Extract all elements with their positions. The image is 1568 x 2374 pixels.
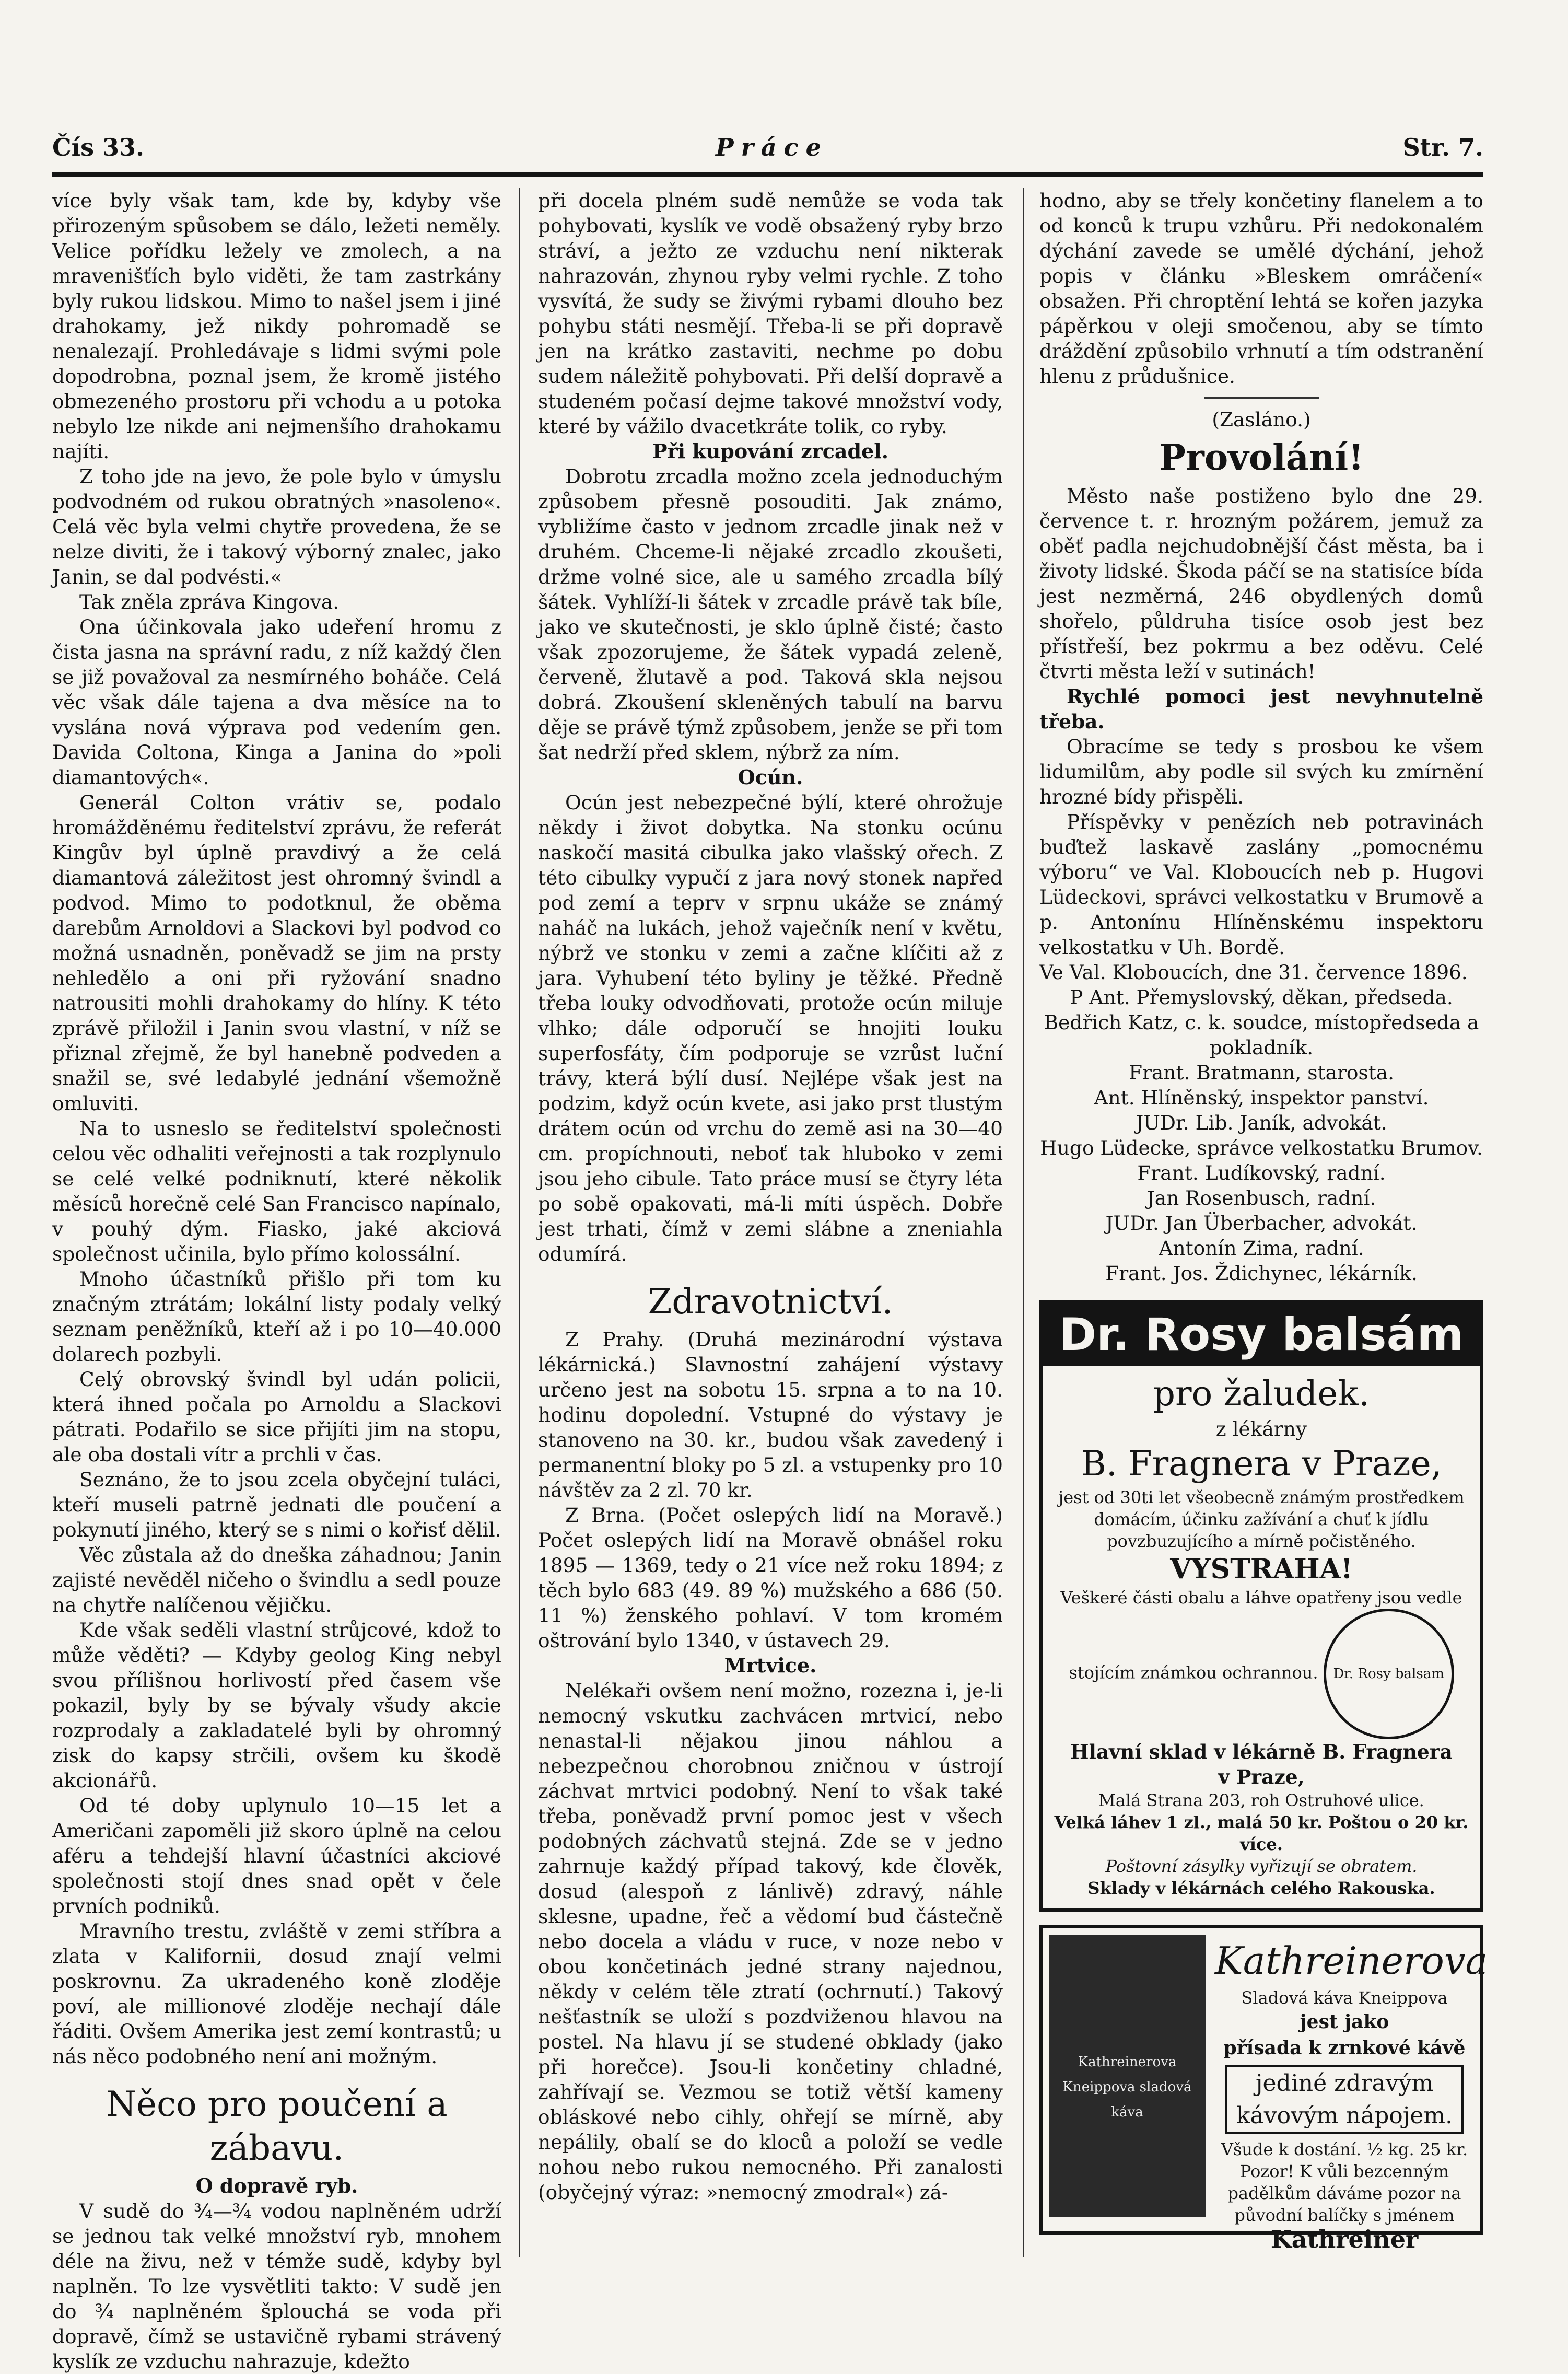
signer: P Ant. Přemyslovský, děkan, předseda. — [1070, 986, 1453, 1009]
proclamation-title: Provolání! — [1159, 437, 1364, 479]
seal-icon: Dr. Rosy balsam — [1324, 1609, 1454, 1739]
ad-line: jest jako — [1300, 2011, 1389, 2033]
page-header — [52, 133, 1483, 170]
paragraph: více byly však tam, kde by, kdyby vše přirozeným spůsobem se dálo, ležeti neměly. Velice pořídku ležely ve zmolech, a na mravenišťích bylo viděti, že tam zastrkány byly rukou lidskou. Mimo to našel jsem i jiné drahokamy, jež nikdy pohromadě se nenalezají. Prohledávaje s lidmi svými pole dopodrobna, poznal jsem, že kromě jistého obmezeného prostoru při vchodu a u potoka nebylo lze nikde ani nejmenšího drahokamu najíti. — [52, 189, 501, 463]
paragraph: Seznáno, že to jsou zcela obyčejní tuláci, kteří museli patrně jednati dle poučení a pokynutí jiného, který se s nimi o kořisť dělil. — [52, 1468, 501, 1541]
paragraph: V sudě do ¾—¾ vodou naplněném udrží se jednou tak velké množství ryb, mnohem déle na živu, než v témže sudě, kdyby byl naplněn. To lze vysvětliti takto: V sudě jen do ¾ naplněném šplouchá se voda při dopravě, čímž se ustavičně rybami strávený kyslík ze vzduchu nahrazuje, kdežto — [52, 2200, 501, 2373]
signer: Ant. Hlíněnský, inspektor panství. — [1094, 1086, 1429, 1109]
ad-line: Malá Strana 203, roh Ostruhové ulice. — [1098, 1790, 1424, 1810]
ad-line-a: jediné zdravým — [1255, 2070, 1434, 2097]
zaslano-label: (Zasláno.) — [1212, 408, 1311, 431]
column-divider — [1023, 188, 1024, 2257]
paragraph: Věc zůstala až do dneška záhadnou; Janin zajisté nevěděl ničeho o švindlu a sedl pouze na chytře nalíčenou vějičku. — [52, 1543, 501, 1616]
paragraph: Město naše postiženo bylo dne 29. července t. r. hrozným požárem, jemuž za oběť padla nejchudobnější část města, ba i životy lidské. Škoda páčí se na statisíce bída jest nezměrná, 246 obydlených domů shořelo, půldruha tisíce osob jest bez přístřeší, bez pokrmu a bez oděvu. Celé čtvrti města leží v sutinách! — [1039, 484, 1483, 683]
paragraph: při docela plném sudě nemůže se voda tak pohybovati, kyslík ve vodě obsažený ryby brzo stráví, a ježto ze vzduchu není nikterak nahrazován, zhynou ryby velmi rychle. Z toho vysvítá, že sudy se živými rybami dlouho bez pohybu státi nesmějí. Třeba-li se při dopravě jen na krátko zastaviti, nechme po dobu sudem náležitě pohybovati. Při delší dopravě a studeném počasí dejme takové množství vody, které by vážilo dvacetkráte tolik, co ryby. — [538, 189, 1003, 438]
ad-line: Pozor! K vůli bezcenným padělkům dáváme pozor na původní balíčky s jménem — [1227, 2161, 1461, 2225]
section-heading: Něco pro poučení a zábavu. — [106, 2084, 448, 2168]
signer: Frant. Ludíkovský, radní. — [1137, 1161, 1386, 1184]
paragraph: Rychlé pomoci jest nevyhnutelně třeba. — [1039, 685, 1483, 733]
ad-line: Hlavní sklad v lékárně B. Fragnera — [1070, 1740, 1453, 1763]
ad-line: jest od 30ti let všeobecně známým prostředkem domácím, účinku zažívání a chuť k jídlu povzbuzujícího a mírně počistěného. — [1058, 1487, 1465, 1551]
paragraph: Kde však seděli vlastní strůjcové, kdož to může věděti? — Kdyby geolog King nebyl svou přílišnou horlivostí před časem vše pokazil, byly by se bývaly všudy akcie rozprodaly a zakladatelé byli by ohromný zisk do kapsy strčili, ovšem ku škodě akcionářů. — [52, 1619, 501, 1792]
ad-line: Poštovní zásylky vyřizují se obratem. — [1105, 1856, 1418, 1876]
signer: Jan Rosenbusch, radní. — [1146, 1186, 1376, 1209]
ad-line: Sklady v lékárnách celého Rakouska. — [1087, 1878, 1435, 1898]
ad-line: Kathreiner — [1270, 2225, 1419, 2253]
ad-line: z lékárny — [1215, 1417, 1307, 1440]
package-label: Kathreinerova Kneippova sladová káva — [1062, 2054, 1192, 2120]
header-rule — [52, 172, 1483, 177]
paragraph: Nelékaři ovšem není možno, rozezna i, je-li nemocný vskutku zachvácen mrtvicí, nebo nenastal-li nějakou jinou náhlou a nebezpečnou chorobnou zničnou v ústrojí záchvat mrtvici podobný. Není to však také třeba, poněvadž první pomoc jest v všech podobných záchvatů stejná. Zde se v jedno zahrnuje každý případ takový, kde člověk, dosud (alespoň z lánlivě) zdravý, náhle sklesne, upadne, řeč a vědomí bud částečně nebo docela a vládu v ruce, v noze nebo v obou končetinách jedné strany najednou, někdy v celém těle ztratí (ochrnutí.) Takový nešťastník se uloží s pozdviženou hlavou na postel. Na hlavu jí se studené obklady (jako při horečce). Jsou-li končetiny chladné, zahřívají se. Vezmou se totiž větší kameny obláskové nebo cihly, ohřejí se mírně, aby nepálily, obalí se do kloců a položí se vedle nohou nebo rukou nemocného. Při zanalosti (obyčejný výraz: »nemocný zmodral«) zá- — [538, 1679, 1003, 2204]
paragraph: Mnoho účastníků přišlo při tom ku značným ztrátám; lokální listy podaly velký seznam peněžníků, kteří až i po 10—40.000 dolarech pozbyli. — [52, 1267, 501, 1366]
paragraph: Ona účinkovala jako udeření hromu z čista jasna na správní radu, z níž každý člen se již považoval za nesmírného boháče. Celá věc však dále tajena a dva měsíce na to vyslána nová výprava pod vedením gen. Davida Coltona, Kinga a Janina do »poli diamantových«. — [52, 615, 501, 789]
paragraph: Celý obrovský švindl byl udán policii, která ihned počala po Arnoldu a Slackovi pátrati. Podařilo se sice přijíti jim na stopu, ale oba dostali vítr a prchli v čas. — [52, 1368, 501, 1466]
ad-line: pro žaludek. — [1153, 1374, 1370, 1414]
signer: Hugo Lüdecke, správce velkostatku Brumov. — [1040, 1136, 1483, 1159]
signer: Frant. Bratmann, starosta. — [1128, 1061, 1395, 1084]
paragraph: Z Prahy. (Druhá mezinárodní výstava lékárnická.) Slavnostní zahájení výstavy určeno jest na sobotu 15. srpna a to na 10. hodinu dopolední. Vstupné do výstavy je stanoveno na 30. kr., budou však zavedený i permanentní bloky po 5 zl. a vstupenky pro 10 návštěv za 2 zl. 70 kr. — [538, 1328, 1003, 1502]
ad-title: Dr. Rosy balsám — [1043, 1304, 1480, 1366]
ad-line: Všude k dostání. ½ kg. 25 kr. — [1221, 2139, 1468, 2159]
article-subheading: O dopravě ryb. — [195, 2174, 358, 2197]
paragraph: Tak zněla zpráva Kingova. — [79, 590, 340, 613]
ad-line-b: kávovým nápojem. — [1236, 2102, 1453, 2129]
divider — [1204, 397, 1319, 399]
paragraph: Obracíme se tedy s prosbou ke všem lidumilům, aby podle sil svých ku zmírnění hrozné bídy přispěli. — [1039, 735, 1483, 808]
signer: Bedřich Katz, c. k. soudce, místopředseda a pokladník. — [1044, 1011, 1479, 1059]
article-subheading: Mrtvice. — [724, 1654, 817, 1677]
ad-line: přísada k zrnkové kávě — [1223, 2037, 1466, 2059]
rosy-balsam-advertisement — [1039, 1300, 1483, 1912]
ad-line: Velká láhev 1 zl., malá 50 kr. Poštou o 20 kr. více. — [1054, 1812, 1469, 1854]
paragraph: Z toho jde na jevo, že pole bylo v úmyslu podvodném od rukou obratných »nasoleno«. Celá věc byla velmi chytře provedena, že se nelze diviti, že i takový výborný znalec, jako Janin, se dal podvésti.« — [52, 465, 501, 588]
paragraph: Ve Val. Kloboucích, dne 31. července 1896. — [1039, 961, 1468, 984]
article-subheading: Při kupování zrcadel. — [652, 439, 888, 463]
section-heading: Zdravotnictví. — [648, 1282, 893, 1322]
signer: Antonín Zima, radní. — [1159, 1237, 1364, 1260]
ad-line: v Praze, — [1218, 1765, 1305, 1788]
ad-line — [1050, 1587, 1473, 1739]
column-1 — [52, 188, 501, 2374]
ad-warning: VYSTRAHA! — [1170, 1553, 1353, 1585]
paragraph: Na to usneslo se ředitelství společnosti celou věc odhaliti veřejnosti a tak rozplynulo se celé velké podniknutí, které několik měsíců horečně celé San Francisco napínalo, v pouhý dým. Fiasko, jaké akciová společnost učinila, bylo přímo kolossální. — [52, 1117, 501, 1265]
signer: Frant. Jos. Ždichynec, lékárník. — [1105, 1262, 1418, 1285]
signer: JUDr. Jan Überbacher, advokát. — [1105, 1212, 1418, 1235]
paragraph: Od té doby uplynulo 10—15 let a Američani zapoměli již skoro úplně na celou aféru a tehdejší hlavní účastníci akciové společnosti stojí dnes snad opět v čele prvních podniků. — [52, 1794, 501, 1917]
column-2 — [538, 188, 1003, 2205]
newspaper-title: Práce — [716, 133, 828, 161]
paragraph: hodno, aby se třely končetiny flanelem a to od konců k trupu vzhůru. Při nedokonalém dýchání zavede se umělé dýchání, jehož popis v článku »Bleskem omráčení« obsažen. Při chroptění lehtá se kořen jazyka pápěrkou v oleji smočenou, aby se tímto dráždění způsobilo vrhnutí a tím odstranění hlenu z průdušnice. — [1039, 189, 1483, 388]
paragraph: Dobrotu zrcadla možno zcela jednoduchým způsobem přesně posouditi. Jak známo, vybližíme často v jednom zrcadle jinak než v druhém. Chceme-li nějaké zrcadlo zkoušeti, držme volné sice, ale u samého zrcadla bílý šátek. Vyhlíží-li šátek v zrcadle právě tak bíle, jako ve skutečnosti, je sklo úplně čisté; často však zpozorujeme, že šátek vypadá zeleně, červeně, žlutavě a pod. Taková skla nejsou dobrá. Zkoušení skleněných tabulí na barvu děje se právě týmž způsobem, jenže se při tom šat nedrží před sklem, nýbrž za ním. — [538, 465, 1003, 764]
ad-tagline: Sladová káva Kneippova — [1241, 1988, 1448, 2008]
paragraph: Generál Colton vrátiv se, podalo hromážděnému ředitelství zprávu, že referát Kingův byl úplně pravdivý a že celá diamantová záležitost jest ohromný švindl a podvod. Mimo to podotknul, že oběma darebům Arnoldovi a Slackovi byl podvod co možná usnadněn, poněvadž se jim na prsty nehledělo a oni při ryžování snadno natrousiti mohli drahokamy do hlíny. K této zprávě přiložil i Janin svou vlastní, v níž se přiznal zřejmě, že byl hanebně podveden a snažil se, své ledabylé jednání všemožně omluviti. — [52, 791, 501, 1115]
coffee-package-icon — [1049, 1935, 1206, 2217]
ad-line — [1225, 2065, 1464, 2134]
article-subheading: Ocún. — [738, 765, 803, 789]
column-3 — [1039, 188, 1488, 2253]
page-number: Str. 7. — [1402, 133, 1483, 161]
ad-warning-text: Veškeré části obalu a láhve opatřeny jsou vedle stojícím známkou ochrannou. — [1060, 1588, 1462, 1683]
ad-brand: Kathreinerova — [1215, 1939, 1488, 1983]
paragraph: Ocún jest nebezpečné býlí, které ohrožuje někdy i život dobytka. Na stonku ocúnu naskočí masitá cibulka jako vlašský ořech. Z této cibulky vypučí z jara nový stonek napřed pod zemí a teprv v srpnu ukáže se známý naháč na lukách, jehož vaječník není v květu, nýbrž ve stonku v zemi a začne klíčiti až z jara. Vyhubení této byliny je těžké. Předně třeba louky odvodňovati, protože ocún miluje vlhko; dále odporučí se hnojiti louku superfosfáty, čím podporuje se vzrůst luční trávy, která býlí dusí. Nejlépe však jest na podzim, když ocún kvete, asi jako prst tlustým drátem ocún od vrchu do země asi na 30—40 cm. propíchnouti, neboť tak hluboko v zemi jsou jeho cibule. Tato práce musí se čtyry léta po sobě opakovati, má-li míti úspěch. Dobře jest trhati, čímž v zemi slábne a zneniahla odumírá. — [538, 791, 1003, 1265]
paragraph: Z Brna. (Počet oslepých lidí na Moravě.) Počet oslepých lidí na Moravě obnášel roku 1895 — 1369, tedy o 21 více než roku 1894; z těch bylo 683 (49. 89 %) mužského a 686 (50. 11 %) ženského pohlaví. V tom kromém oštrování bylo 1340, v ústavech 29. — [538, 1504, 1003, 1652]
ad-text — [1215, 1935, 1488, 2253]
issue-number: Čís 33. — [52, 133, 145, 161]
paragraph: Mravního trestu, zvláště v zemi stříbra a zlata v Kalifornii, dosud znají velmi poskrovnu. Za ukradeného koně zloděje poví, ale millionové zloděje nechají dále řáditi. Ovšem Amerika jest zemí kontrastů; u nás něco podobného není ani možným. — [52, 1919, 501, 2068]
column-divider — [519, 188, 520, 2257]
paragraph: Příspěvky v penězích neb potravinách buďtež laskavě zaslány „pomocnému výboru“ ve Val. Kloboucích neb p. Hugovi Lüdeckovi, správci velkostatku v Brumově a p. Antonínu Hlíněnskému inspektoru velkostatku v Uh. Bordě. — [1039, 810, 1483, 959]
signer: JUDr. Lib. Janík, advokát. — [1136, 1111, 1387, 1134]
ad-line: B. Fragnera v Praze, — [1081, 1444, 1442, 1484]
kathreiner-advertisement — [1039, 1925, 1488, 2253]
